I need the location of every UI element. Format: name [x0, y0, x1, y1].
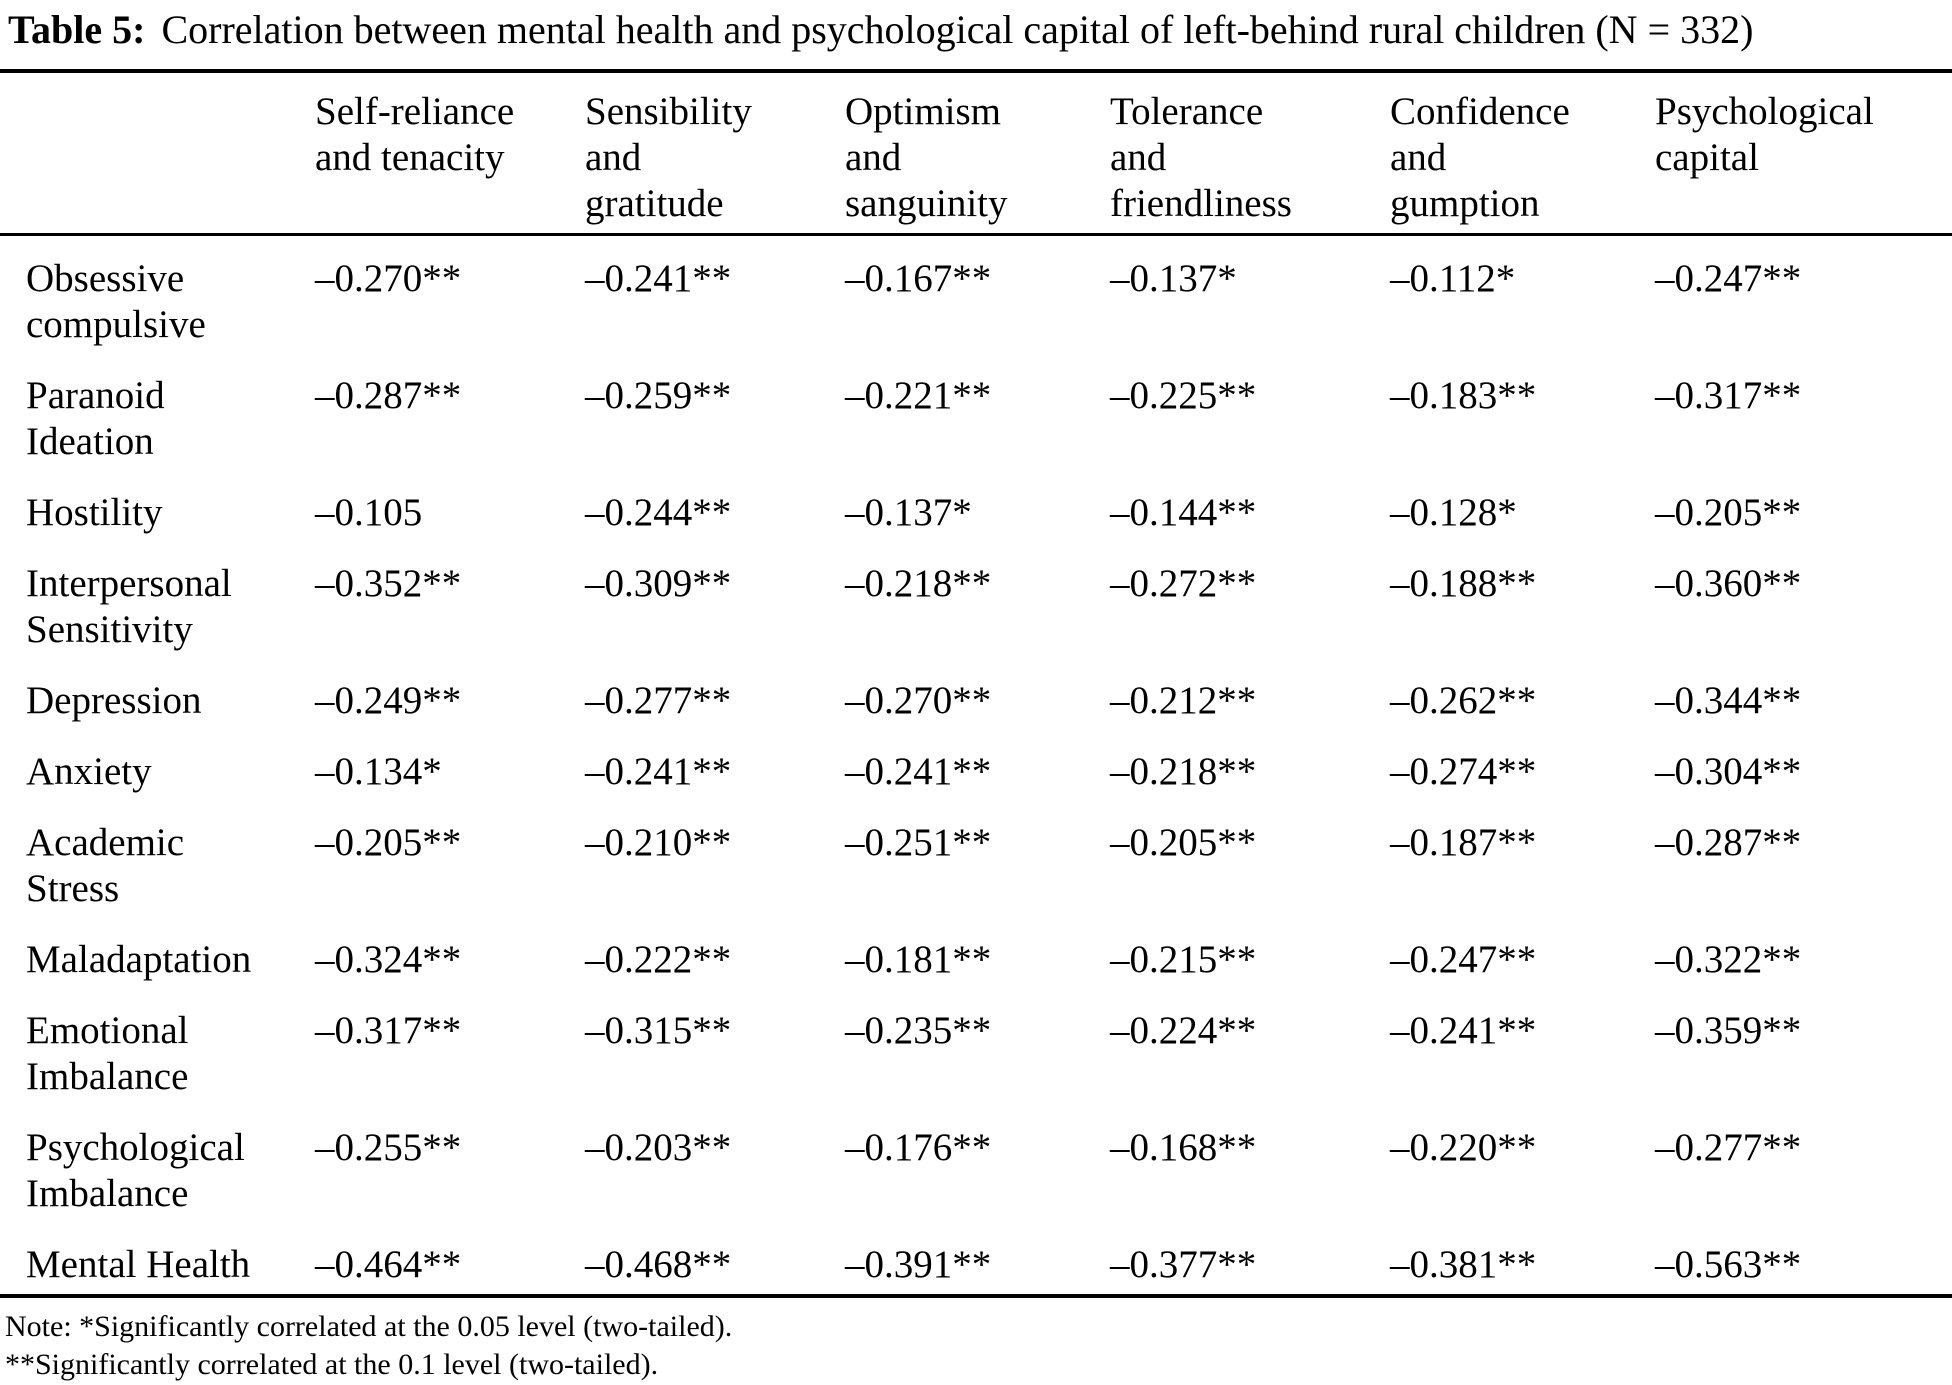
correlation-cell: –0.181**: [845, 938, 992, 982]
row-label: [0, 729, 315, 800]
row-label-line: Psychological: [26, 1126, 245, 1170]
correlation-cell: –0.183**: [1390, 374, 1537, 418]
table-body: [0, 235, 1952, 1296]
correlation-cell: –0.563**: [1655, 1243, 1802, 1287]
row-label: [0, 1222, 315, 1295]
row-label: [0, 988, 315, 1105]
correlation-cell: –0.241**: [585, 750, 732, 794]
correlation-cell: –0.287**: [1655, 821, 1802, 865]
header-cell-psychological-capital: [1655, 71, 1952, 235]
row-label-line: Sensitivity: [26, 608, 193, 652]
row-label-line: Stress: [26, 867, 120, 911]
correlation-cell: –0.205**: [315, 821, 462, 865]
correlation-cell: –0.167**: [845, 257, 992, 301]
header-line: and: [1390, 136, 1447, 180]
correlation-cell: –0.224**: [1110, 1009, 1257, 1053]
header-line: and: [585, 136, 642, 180]
correlation-cell: –0.205**: [1110, 821, 1257, 865]
correlation-cell: –0.215**: [1110, 938, 1257, 982]
correlation-cell: –0.188**: [1390, 562, 1537, 606]
correlation-cell: –0.144**: [1110, 491, 1257, 535]
correlation-cell: –0.259**: [585, 374, 732, 418]
correlation-cell: –0.205**: [1655, 491, 1802, 535]
correlation-cell: –0.203**: [585, 1126, 732, 1170]
row-label-line: Mental Health: [26, 1243, 251, 1287]
row-label: [0, 541, 315, 658]
correlation-cell: –0.210**: [585, 821, 732, 865]
header-stub-cell: [0, 71, 315, 235]
correlation-cell: –0.241**: [845, 750, 992, 794]
row-label: [0, 658, 315, 729]
row-label-line: Hostility: [26, 491, 163, 535]
table-row: [0, 353, 1952, 470]
header-line: gratitude: [585, 182, 724, 226]
correlation-cell: –0.359**: [1655, 1009, 1802, 1053]
row-label-line: Interpersonal: [26, 562, 232, 606]
table-row: [0, 235, 1952, 354]
correlation-cell: –0.249**: [315, 679, 462, 723]
row-label: [0, 353, 315, 470]
correlation-cell: –0.360**: [1655, 562, 1802, 606]
header-row: [0, 71, 1952, 235]
row-label: [0, 470, 315, 541]
correlation-cell: –0.241**: [585, 257, 732, 301]
row-label: [0, 1105, 315, 1222]
correlation-cell: –0.391**: [845, 1243, 992, 1287]
row-label-line: compulsive: [26, 303, 206, 347]
header-line: Self-reliance: [315, 90, 515, 134]
correlation-table: [0, 69, 1952, 1297]
header-cell-sensibility: [585, 71, 845, 235]
row-label-line: Anxiety: [26, 750, 152, 794]
correlation-cell: –0.212**: [1110, 679, 1257, 723]
correlation-cell: –0.221**: [845, 374, 992, 418]
correlation-cell: –0.377**: [1110, 1243, 1257, 1287]
correlation-cell: –0.218**: [845, 562, 992, 606]
header-line: friendliness: [1110, 182, 1292, 226]
correlation-cell: –0.317**: [315, 1009, 462, 1053]
correlation-cell: –0.277**: [1655, 1126, 1802, 1170]
correlation-cell: –0.464**: [315, 1243, 462, 1287]
correlation-cell: –0.220**: [1390, 1126, 1537, 1170]
correlation-cell: –0.134*: [315, 750, 442, 794]
correlation-cell: –0.309**: [585, 562, 732, 606]
header-cell-optimism: [845, 71, 1110, 235]
header-line: and: [1110, 136, 1167, 180]
row-label: [0, 800, 315, 917]
correlation-cell: –0.241**: [1390, 1009, 1537, 1053]
row-label-line: Imbalance: [26, 1055, 189, 1099]
table-notes: [5, 1308, 1952, 1384]
header-line: Confidence: [1390, 90, 1570, 134]
correlation-cell: –0.315**: [585, 1009, 732, 1053]
row-label: [0, 917, 315, 988]
correlation-cell: –0.304**: [1655, 750, 1802, 794]
correlation-cell: –0.344**: [1655, 679, 1802, 723]
correlation-cell: –0.222**: [585, 938, 732, 982]
table-row: [0, 658, 1952, 729]
table-row: [0, 470, 1952, 541]
note-line-2: **Significantly correlated at the 0.1 level (two-tailed).: [5, 1347, 659, 1381]
header-line: capital: [1655, 136, 1759, 180]
correlation-cell: –0.112*: [1390, 257, 1516, 301]
correlation-cell: –0.137*: [845, 491, 972, 535]
correlation-cell: –0.287**: [315, 374, 462, 418]
correlation-cell: –0.176**: [845, 1126, 992, 1170]
table-row: [0, 917, 1952, 988]
table-caption: Correlation between mental health and psychological capital of left-behind rural children (N = 332): [161, 7, 1754, 52]
correlation-cell: –0.270**: [315, 257, 462, 301]
correlation-cell: –0.468**: [585, 1243, 732, 1287]
correlation-cell: –0.225**: [1110, 374, 1257, 418]
header-line: Optimism: [845, 90, 1002, 134]
correlation-cell: –0.247**: [1655, 257, 1802, 301]
header-line: sanguinity: [845, 182, 1008, 226]
row-label-line: Imbalance: [26, 1172, 189, 1216]
header-line: and tenacity: [315, 136, 505, 180]
header-line: Psychological: [1655, 90, 1874, 134]
table-row: [0, 988, 1952, 1105]
header-line: and: [845, 136, 902, 180]
header-line: Sensibility: [585, 90, 752, 134]
row-label: [0, 235, 315, 354]
row-label-line: Ideation: [26, 420, 154, 464]
table-title: [8, 6, 1952, 53]
correlation-cell: –0.277**: [585, 679, 732, 723]
correlation-cell: –0.262**: [1390, 679, 1537, 723]
correlation-cell: –0.244**: [585, 491, 732, 535]
header-cell-tolerance: [1110, 71, 1390, 235]
table-row: [0, 1222, 1952, 1295]
table-header: [0, 71, 1952, 235]
correlation-cell: –0.324**: [315, 938, 462, 982]
correlation-cell: –0.381**: [1390, 1243, 1537, 1287]
header-line: Tolerance: [1110, 90, 1264, 134]
row-label-line: Obsessive: [26, 257, 185, 301]
correlation-cell: –0.247**: [1390, 938, 1537, 982]
table-row: [0, 1105, 1952, 1222]
row-label-line: Academic: [26, 821, 185, 865]
row-label-line: Emotional: [26, 1009, 189, 1053]
correlation-cell: –0.137*: [1110, 257, 1237, 301]
table-row: [0, 800, 1952, 917]
correlation-cell: –0.235**: [845, 1009, 992, 1053]
correlation-cell: –0.168**: [1110, 1126, 1257, 1170]
header-line: gumption: [1390, 182, 1540, 226]
correlation-cell: –0.272**: [1110, 562, 1257, 606]
correlation-cell: –0.255**: [315, 1126, 462, 1170]
correlation-cell: –0.128*: [1390, 491, 1517, 535]
correlation-cell: –0.322**: [1655, 938, 1802, 982]
correlation-cell: –0.218**: [1110, 750, 1257, 794]
correlation-cell: –0.317**: [1655, 374, 1802, 418]
table-row: [0, 729, 1952, 800]
row-label-line: Depression: [26, 679, 202, 723]
correlation-cell: –0.105: [315, 491, 423, 535]
correlation-cell: –0.270**: [845, 679, 992, 723]
correlation-cell: –0.352**: [315, 562, 462, 606]
note-line-1: Note: *Significantly correlated at the 0.05 level (two-tailed).: [5, 1309, 733, 1343]
correlation-cell: –0.251**: [845, 821, 992, 865]
table-row: [0, 541, 1952, 658]
header-cell-self-reliance: [315, 71, 585, 235]
header-cell-confidence: [1390, 71, 1655, 235]
correlation-cell: –0.187**: [1390, 821, 1537, 865]
row-label-line: Maladaptation: [26, 938, 252, 982]
correlation-cell: –0.274**: [1390, 750, 1537, 794]
row-label-line: Paranoid: [26, 374, 165, 418]
table-number: Table 5:: [8, 7, 146, 52]
